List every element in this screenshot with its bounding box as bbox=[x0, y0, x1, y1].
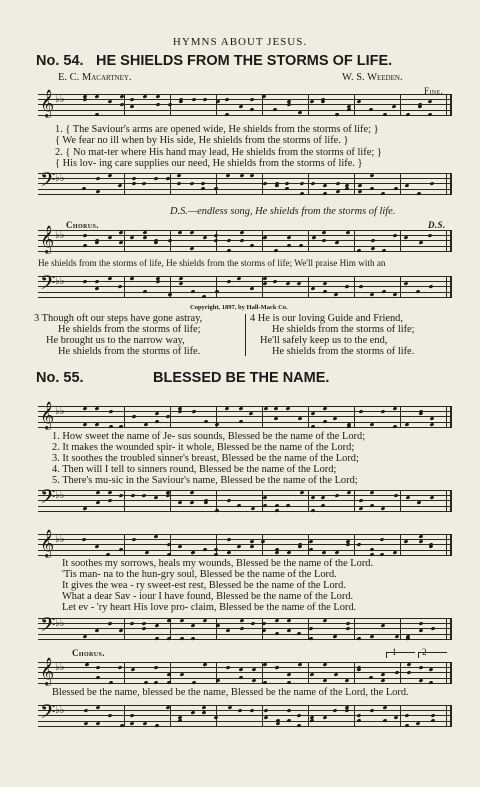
bar-line bbox=[170, 406, 171, 428]
hymn-55-chorus-staff-bass bbox=[38, 700, 452, 728]
note-head bbox=[431, 713, 436, 718]
hymn-55-staff-bass-2 bbox=[38, 613, 452, 641]
staff-line bbox=[38, 240, 452, 241]
bar-line bbox=[400, 534, 401, 556]
staff-line bbox=[38, 672, 452, 673]
note-head bbox=[108, 425, 113, 430]
treble-clef-icon: 𝄞 bbox=[40, 657, 55, 685]
final-barline bbox=[446, 230, 452, 252]
bar-line bbox=[262, 230, 263, 252]
staff-line bbox=[38, 194, 452, 195]
staff-line bbox=[38, 544, 452, 545]
note-head bbox=[369, 553, 374, 558]
bar-line bbox=[308, 490, 309, 512]
note-head bbox=[118, 665, 123, 670]
note-head bbox=[82, 233, 87, 238]
staff-line bbox=[38, 115, 452, 116]
bar-line bbox=[354, 618, 355, 640]
key-signature-flat-icon: ♭♭ bbox=[55, 173, 65, 184]
staff-line bbox=[38, 189, 452, 190]
bar-line bbox=[354, 230, 355, 252]
note-head bbox=[359, 409, 364, 414]
staff-line bbox=[38, 110, 452, 111]
staff-line bbox=[38, 427, 452, 428]
bar-line bbox=[124, 534, 125, 556]
note-head bbox=[143, 681, 148, 686]
hymn-55-verse-line: 4. Then will I tell to sinners round, Blessed be the name of the Lord; bbox=[52, 464, 337, 475]
bar-line bbox=[400, 662, 401, 684]
note-head bbox=[118, 547, 123, 552]
staff-line bbox=[38, 715, 452, 716]
note-head bbox=[131, 414, 136, 419]
stanza-4-line: 4 He is our loving Guide and Friend, bbox=[250, 313, 403, 324]
key-signature-flat-icon: ♭♭ bbox=[55, 406, 65, 417]
note-head bbox=[273, 107, 278, 112]
note-head bbox=[262, 181, 267, 186]
bar-line bbox=[400, 230, 401, 252]
staff-line bbox=[38, 721, 452, 722]
staff-line bbox=[38, 416, 452, 417]
hymn-55-chorus-label: Chorus. bbox=[72, 648, 105, 658]
hymn-54-author: E. C. Macartney. bbox=[58, 72, 132, 83]
bar-line bbox=[170, 173, 171, 195]
bar-line bbox=[354, 406, 355, 428]
hymn-54-verse-line: 2. { No mat-ter where His hand may lead, He shields from the storms of life; } bbox=[55, 147, 382, 158]
bar-line bbox=[400, 173, 401, 195]
note-head bbox=[95, 665, 100, 670]
note-head bbox=[153, 665, 158, 670]
note-head bbox=[107, 621, 112, 626]
bar-line bbox=[262, 490, 263, 512]
final-barline bbox=[446, 173, 452, 195]
final-barline bbox=[446, 94, 452, 116]
note-head bbox=[346, 425, 351, 430]
note-head bbox=[332, 708, 337, 713]
hymn-54-number: No. 54. bbox=[36, 53, 84, 69]
note-head bbox=[356, 249, 361, 254]
bar-line bbox=[308, 276, 309, 298]
staff-line bbox=[38, 555, 452, 556]
note-head bbox=[344, 186, 349, 191]
note-head bbox=[406, 670, 411, 675]
stanza-4-line: He'll safely keep us to the end, bbox=[260, 335, 388, 346]
staff-line bbox=[38, 276, 452, 277]
note-head bbox=[345, 621, 350, 626]
bar-line bbox=[354, 173, 355, 195]
bar-line bbox=[354, 534, 355, 556]
note-head bbox=[117, 284, 122, 289]
bass-clef-icon: 𝄢 bbox=[40, 613, 56, 641]
final-barline bbox=[446, 662, 452, 684]
staff-line bbox=[38, 422, 452, 423]
note-head bbox=[95, 675, 100, 680]
note-head bbox=[404, 724, 409, 729]
bar-line bbox=[400, 94, 401, 116]
staff-line bbox=[38, 662, 452, 663]
bar-line bbox=[400, 705, 401, 727]
staff-line bbox=[38, 506, 452, 507]
stanza-4-line: He shields from the storms of life; bbox=[272, 324, 415, 335]
staff-line bbox=[38, 639, 452, 640]
note-head bbox=[239, 626, 244, 631]
staff-line bbox=[38, 173, 452, 174]
stanza-3-line: He shields from the storms of life; bbox=[58, 324, 201, 335]
bass-clef-icon: 𝄢 bbox=[40, 271, 56, 299]
bar-line bbox=[308, 406, 309, 428]
note-head bbox=[179, 637, 184, 642]
staff-line bbox=[38, 235, 452, 236]
note-head bbox=[428, 681, 433, 686]
note-head bbox=[431, 626, 436, 631]
staff-line bbox=[38, 94, 452, 95]
note-head bbox=[273, 249, 278, 254]
key-signature-flat-icon: ♭♭ bbox=[55, 490, 65, 501]
hymn-55-verse-line: 3. It soothes the troubled sinner's breast, Blessed be the name of the Lord; bbox=[52, 453, 359, 464]
bar-line bbox=[170, 490, 171, 512]
bar-line bbox=[262, 406, 263, 428]
hymn-54-verse-line: { We fear no ill when by His side, He shields from the storms of life. } bbox=[55, 135, 349, 146]
note-head bbox=[334, 113, 339, 118]
bar-line bbox=[400, 406, 401, 428]
staff-line bbox=[38, 683, 452, 684]
note-head bbox=[130, 493, 135, 498]
note-head bbox=[226, 498, 231, 503]
note-head bbox=[108, 681, 113, 686]
note-head bbox=[263, 708, 268, 713]
staff-line bbox=[38, 246, 452, 247]
note-head bbox=[237, 708, 242, 713]
bar-line bbox=[124, 662, 125, 684]
note-head bbox=[369, 186, 374, 191]
bar-line bbox=[354, 662, 355, 684]
note-head bbox=[431, 718, 436, 723]
treble-clef-icon: 𝄞 bbox=[40, 89, 55, 117]
hymn-55-verse-line: 'Tis man- na to the hun-gry soul, Blessed be the name of the Lord. bbox=[62, 569, 337, 580]
hymn-55-title: BLESSED BE THE NAME. bbox=[153, 370, 330, 386]
note-head bbox=[299, 192, 304, 197]
hymn-55-verse-line: 2. It makes the wounded spir- it whole, Blessed be the name of the Lord; bbox=[52, 442, 355, 453]
bar-line bbox=[124, 618, 125, 640]
note-head bbox=[357, 718, 362, 723]
note-head bbox=[166, 681, 171, 686]
treble-clef-icon: 𝄞 bbox=[40, 529, 55, 557]
note-head bbox=[105, 553, 110, 558]
key-signature-flat-icon: ♭♭ bbox=[55, 94, 65, 105]
bar-line bbox=[308, 173, 309, 195]
note-head bbox=[82, 243, 87, 248]
bar-line bbox=[308, 705, 309, 727]
bar-line bbox=[124, 94, 125, 116]
note-head bbox=[381, 249, 386, 254]
note-head bbox=[250, 621, 255, 626]
staff-line bbox=[38, 495, 452, 496]
staff-line bbox=[38, 297, 452, 298]
staff-line bbox=[38, 411, 452, 412]
hymn-55-verse-line: It soothes my sorrows, heals my wounds, Blessed be the name of the Lord. bbox=[62, 558, 374, 569]
hymn-55-chorus-staff-treble bbox=[38, 657, 452, 685]
note-head bbox=[369, 708, 374, 713]
note-head bbox=[357, 713, 362, 718]
final-barline bbox=[446, 406, 452, 428]
bass-clef-icon: 𝄢 bbox=[40, 168, 56, 196]
bar-line bbox=[124, 276, 125, 298]
stanza-3-line: 3 Though oft our steps have gone astray, bbox=[34, 313, 203, 324]
hymn-55-ending-1: 1 bbox=[392, 647, 397, 657]
key-signature-flat-icon: ♭♭ bbox=[55, 705, 65, 716]
hymn-54-chorus-text: He shields from the storms of life, He shields from the storms of life; We'll praise Him with an bbox=[38, 258, 386, 268]
bar-line bbox=[170, 705, 171, 727]
treble-clef-icon: 𝄞 bbox=[40, 401, 55, 429]
treble-clef-icon: 𝄞 bbox=[40, 225, 55, 253]
final-barline bbox=[446, 618, 452, 640]
note-head bbox=[309, 718, 314, 723]
note-head bbox=[370, 503, 375, 508]
hymn-55-ending-2: 2 bbox=[422, 647, 427, 657]
stanza-4-line: He shields from the storms of life. bbox=[272, 346, 415, 357]
hymn-54-verse-line: { His lov- ing care supplies our need, He shields from the storms of life. } bbox=[55, 158, 363, 169]
key-signature-flat-icon: ♭♭ bbox=[55, 618, 65, 629]
ending-2-bracket bbox=[418, 652, 447, 658]
bar-line bbox=[124, 230, 125, 252]
bar-line bbox=[308, 534, 309, 556]
hymn-54-verse-line: 1. { The Saviour's arms are opened wide, He shields from the storms of life; } bbox=[55, 124, 379, 135]
staff-line bbox=[38, 550, 452, 551]
note-head bbox=[141, 181, 146, 186]
bar-line bbox=[262, 705, 263, 727]
note-head bbox=[274, 509, 279, 514]
note-head bbox=[286, 681, 291, 686]
bass-clef-icon: 𝄢 bbox=[40, 700, 56, 728]
final-barline bbox=[446, 705, 452, 727]
hymn-55-verse-line: 5. There's mu-sic in the Saviour's name, Blessed be the name of the Lord; bbox=[52, 475, 358, 486]
hymn-54-fine: Fine. bbox=[424, 86, 444, 96]
bar-line bbox=[124, 173, 125, 195]
note-head bbox=[118, 425, 123, 430]
ending-1-bracket bbox=[386, 652, 415, 658]
note-head bbox=[108, 409, 113, 414]
note-head bbox=[310, 509, 315, 514]
staff-line bbox=[38, 726, 452, 727]
bar-line bbox=[308, 94, 309, 116]
note-head bbox=[153, 681, 158, 686]
staff-line bbox=[38, 618, 452, 619]
staff-line bbox=[38, 99, 452, 100]
note-head bbox=[382, 718, 387, 723]
staff-line bbox=[38, 628, 452, 629]
final-barline bbox=[446, 490, 452, 512]
hymn-55-staff-treble bbox=[38, 401, 452, 429]
note-head bbox=[274, 503, 279, 508]
bar-line bbox=[216, 94, 217, 116]
note-head bbox=[359, 284, 364, 289]
stanza-3-line: He brought us to the narrow way, bbox=[46, 335, 185, 346]
note-head bbox=[429, 181, 434, 186]
note-head bbox=[309, 626, 314, 631]
note-head bbox=[142, 289, 147, 294]
hymn-54-title: HE SHIELDS FROM THE STORMS OF LIFE. bbox=[96, 53, 393, 69]
note-head bbox=[286, 503, 291, 508]
staff-line bbox=[38, 292, 452, 293]
hymn-55-staff-bass bbox=[38, 485, 452, 513]
note-head bbox=[345, 626, 350, 631]
note-head bbox=[310, 425, 315, 430]
hymn-54-ds-line: D.S.—endless song, He shields from the storms of life. bbox=[170, 206, 396, 217]
hymn-54-copyright: Copyright, 1897, by Hall-Mack Co. bbox=[190, 304, 288, 311]
staff-line bbox=[38, 634, 452, 635]
staff-line bbox=[38, 511, 452, 512]
note-head bbox=[359, 498, 364, 503]
bar-line bbox=[354, 276, 355, 298]
hymn-55-number: No. 55. bbox=[36, 370, 84, 386]
note-head bbox=[370, 238, 375, 243]
staff-line bbox=[38, 705, 452, 706]
bar-line bbox=[124, 406, 125, 428]
hymn-55-verse-line: Let ev - 'ry heart His love pro- claim, Blessed be the name of the Lord. bbox=[62, 602, 357, 613]
hymn-55-verse-line: It gives the wea - ry sweet-est rest, Blessed be the name of the Lord. bbox=[62, 580, 346, 591]
note-head bbox=[298, 243, 303, 248]
staff-line bbox=[38, 230, 452, 231]
note-head bbox=[369, 547, 374, 552]
note-head bbox=[250, 708, 255, 713]
note-head bbox=[369, 107, 374, 112]
note-head bbox=[335, 181, 340, 186]
bar-line bbox=[400, 276, 401, 298]
note-head bbox=[369, 675, 374, 680]
hymn-54-staff-bass bbox=[38, 168, 452, 196]
note-head bbox=[320, 503, 325, 508]
note-head bbox=[275, 665, 280, 670]
note-head bbox=[96, 176, 101, 181]
note-head bbox=[405, 637, 410, 642]
bar-line bbox=[216, 173, 217, 195]
bar-line bbox=[400, 490, 401, 512]
note-head bbox=[357, 542, 362, 547]
note-head bbox=[286, 102, 291, 107]
stanza-divider bbox=[245, 314, 246, 356]
hymn-55-verse-line: 1. How sweet the name of Je- sus sounds, Blessed be the name of the Lord; bbox=[52, 431, 366, 442]
note-head bbox=[214, 233, 219, 238]
bar-line bbox=[216, 276, 217, 298]
hymn-54-ds-mark: D.S. bbox=[428, 220, 446, 230]
bass-clef-icon: 𝄢 bbox=[40, 485, 56, 513]
bar-line bbox=[354, 94, 355, 116]
note-head bbox=[215, 289, 220, 294]
note-head bbox=[429, 284, 434, 289]
note-head bbox=[130, 621, 135, 626]
staff-line bbox=[38, 406, 452, 407]
staff-line bbox=[38, 104, 452, 105]
note-head bbox=[203, 97, 208, 102]
final-barline bbox=[446, 534, 452, 556]
note-head bbox=[418, 621, 423, 626]
key-signature-flat-icon: ♭♭ bbox=[55, 230, 65, 241]
note-head bbox=[227, 238, 232, 243]
note-head bbox=[153, 176, 158, 181]
bar-line bbox=[308, 230, 309, 252]
note-head bbox=[225, 665, 230, 670]
staff-line bbox=[38, 710, 452, 711]
hymn-55-verse-line: What a dear Sav - iour I have found, Blessed be the name of the Lord. bbox=[62, 591, 354, 602]
staff-line bbox=[38, 281, 452, 282]
staff-line bbox=[38, 623, 452, 624]
note-head bbox=[178, 718, 183, 723]
note-head bbox=[142, 493, 147, 498]
note-head bbox=[286, 243, 291, 248]
note-head bbox=[84, 708, 89, 713]
staff-line bbox=[38, 183, 452, 184]
key-signature-flat-icon: ♭♭ bbox=[55, 534, 65, 545]
bar-line bbox=[124, 490, 125, 512]
note-head bbox=[418, 665, 423, 670]
note-head bbox=[167, 637, 172, 642]
bar-line bbox=[308, 662, 309, 684]
staff-line bbox=[38, 490, 452, 491]
staff-line bbox=[38, 500, 452, 501]
note-head bbox=[322, 192, 327, 197]
note-head bbox=[249, 243, 254, 248]
note-head bbox=[274, 631, 279, 636]
hymn-54-chorus-staff-bass bbox=[38, 271, 452, 299]
hymn-55-chorus-text: Blessed be the name, blessed be the name, Blessed be the name of the Lord, the Lord. bbox=[52, 687, 409, 698]
key-signature-flat-icon: ♭♭ bbox=[55, 276, 65, 287]
note-head bbox=[404, 713, 409, 718]
hymn-54-chorus-label: Chorus. bbox=[66, 220, 99, 230]
staff-line bbox=[38, 286, 452, 287]
staff-line bbox=[38, 534, 452, 535]
hymn-55-staff-treble-2 bbox=[38, 529, 452, 557]
bar-line bbox=[354, 490, 355, 512]
bar-line bbox=[216, 618, 217, 640]
note-head bbox=[345, 542, 350, 547]
note-head bbox=[299, 181, 304, 186]
running-head: HYMNS ABOUT JESUS. bbox=[172, 36, 308, 48]
final-barline bbox=[446, 276, 452, 298]
note-head bbox=[189, 181, 194, 186]
hymn-54-composer: W. S. Weeden. bbox=[342, 72, 403, 83]
bar-line bbox=[354, 705, 355, 727]
bar-line bbox=[262, 534, 263, 556]
key-signature-flat-icon: ♭♭ bbox=[55, 662, 65, 673]
staff-line bbox=[38, 251, 452, 252]
note-head bbox=[240, 238, 245, 243]
staff-line bbox=[38, 539, 452, 540]
stanza-3-line: He shields from the storms of life. bbox=[58, 346, 201, 357]
bar-line bbox=[124, 705, 125, 727]
note-head bbox=[405, 113, 410, 118]
note-head bbox=[82, 186, 87, 191]
note-head bbox=[382, 113, 387, 118]
bar-line bbox=[400, 618, 401, 640]
note-head bbox=[273, 279, 278, 284]
